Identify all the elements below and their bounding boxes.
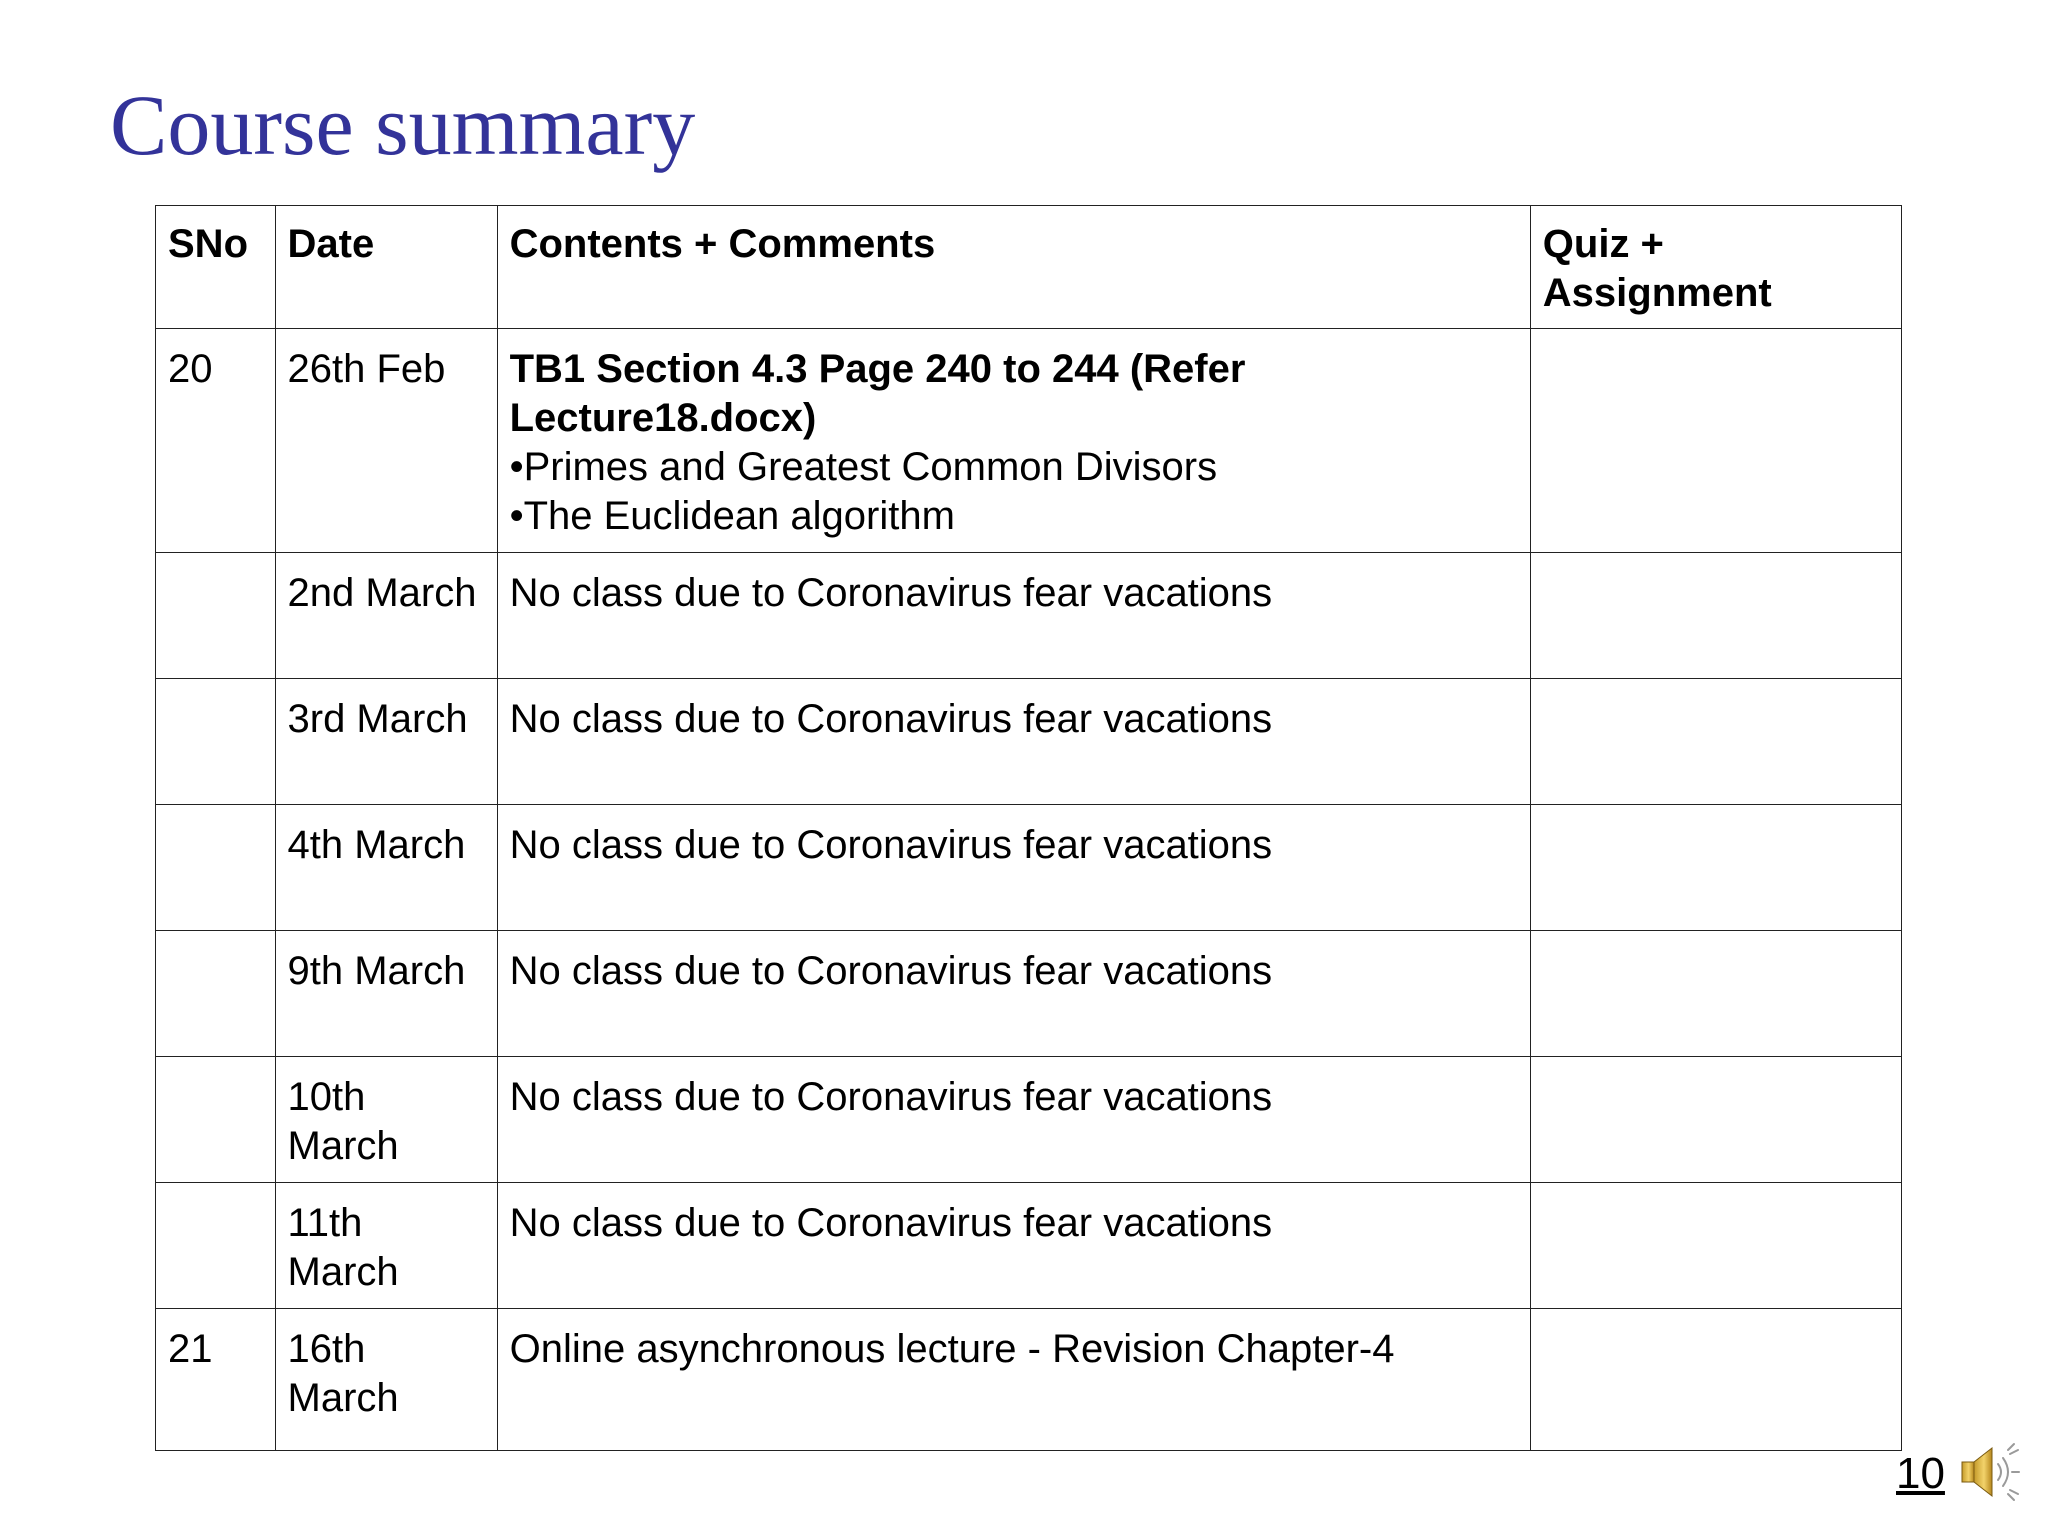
page-number: 10: [1896, 1449, 1945, 1498]
cell-quiz: [1530, 931, 1901, 1057]
cell-date: 26th Feb: [275, 329, 497, 553]
cell-date: 4th March: [275, 805, 497, 931]
table-row: [156, 805, 1902, 931]
table-row: [156, 1309, 1902, 1451]
cell-quiz: [1530, 553, 1901, 679]
table-row: [156, 1057, 1902, 1183]
cell-date: 10th March: [275, 1057, 497, 1183]
cell-quiz: [1530, 329, 1901, 553]
cell-date: 3rd March: [275, 679, 497, 805]
cell-sno: [156, 553, 276, 679]
course-summary-table: [155, 205, 1902, 1451]
cell-sno: [156, 931, 276, 1057]
cell-quiz: [1530, 1309, 1901, 1451]
cell-date: 16th March: [275, 1309, 497, 1451]
cell-contents: Online asynchronous lecture - Revision Chapter-4: [497, 1309, 1530, 1451]
table-row: [156, 1183, 1902, 1309]
cell-contents: No class due to Coronavirus fear vacations: [497, 679, 1530, 805]
cell-contents: No class due to Coronavirus fear vacations: [497, 553, 1530, 679]
table-row: [156, 553, 1902, 679]
cell-date: 11th March: [275, 1183, 497, 1309]
cell-sno: [156, 1057, 276, 1183]
cell-sno: [156, 679, 276, 805]
cell-quiz: [1530, 679, 1901, 805]
cell-contents: [497, 329, 1530, 553]
header-quiz: Quiz + Assignment: [1530, 206, 1901, 329]
table-row: [156, 931, 1902, 1057]
table-row: [156, 679, 1902, 805]
cell-sno: 21: [156, 1309, 276, 1451]
cell-quiz: [1530, 805, 1901, 931]
cell-sno: [156, 805, 276, 931]
table-row: [156, 329, 1902, 553]
header-date: Date: [275, 206, 497, 329]
contents-bullet: •Primes and Greatest Common Divisors: [509, 445, 1218, 489]
header-contents: Contents + Comments: [497, 206, 1530, 329]
cell-contents: No class due to Coronavirus fear vacations: [497, 1183, 1530, 1309]
header-sno: SNo: [156, 206, 276, 329]
cell-sno: 20: [156, 329, 276, 553]
speaker-icon[interactable]: [1958, 1440, 2020, 1504]
cell-quiz: [1530, 1183, 1901, 1309]
cell-sno: [156, 1183, 276, 1309]
slide-title: Course summary: [110, 77, 696, 173]
cell-contents: No class due to Coronavirus fear vacations: [497, 805, 1530, 931]
contents-title: TB1 Section 4.3 Page 240 to 244 (Refer Lecture18.docx): [509, 347, 1246, 440]
cell-date: 9th March: [275, 931, 497, 1057]
contents-bullet: •The Euclidean algorithm: [509, 494, 955, 538]
cell-date: 2nd March: [275, 553, 497, 679]
cell-quiz: [1530, 1057, 1901, 1183]
cell-contents: No class due to Coronavirus fear vacations: [497, 931, 1530, 1057]
cell-contents: No class due to Coronavirus fear vacations: [497, 1057, 1530, 1183]
table-header-row: [156, 206, 1902, 329]
